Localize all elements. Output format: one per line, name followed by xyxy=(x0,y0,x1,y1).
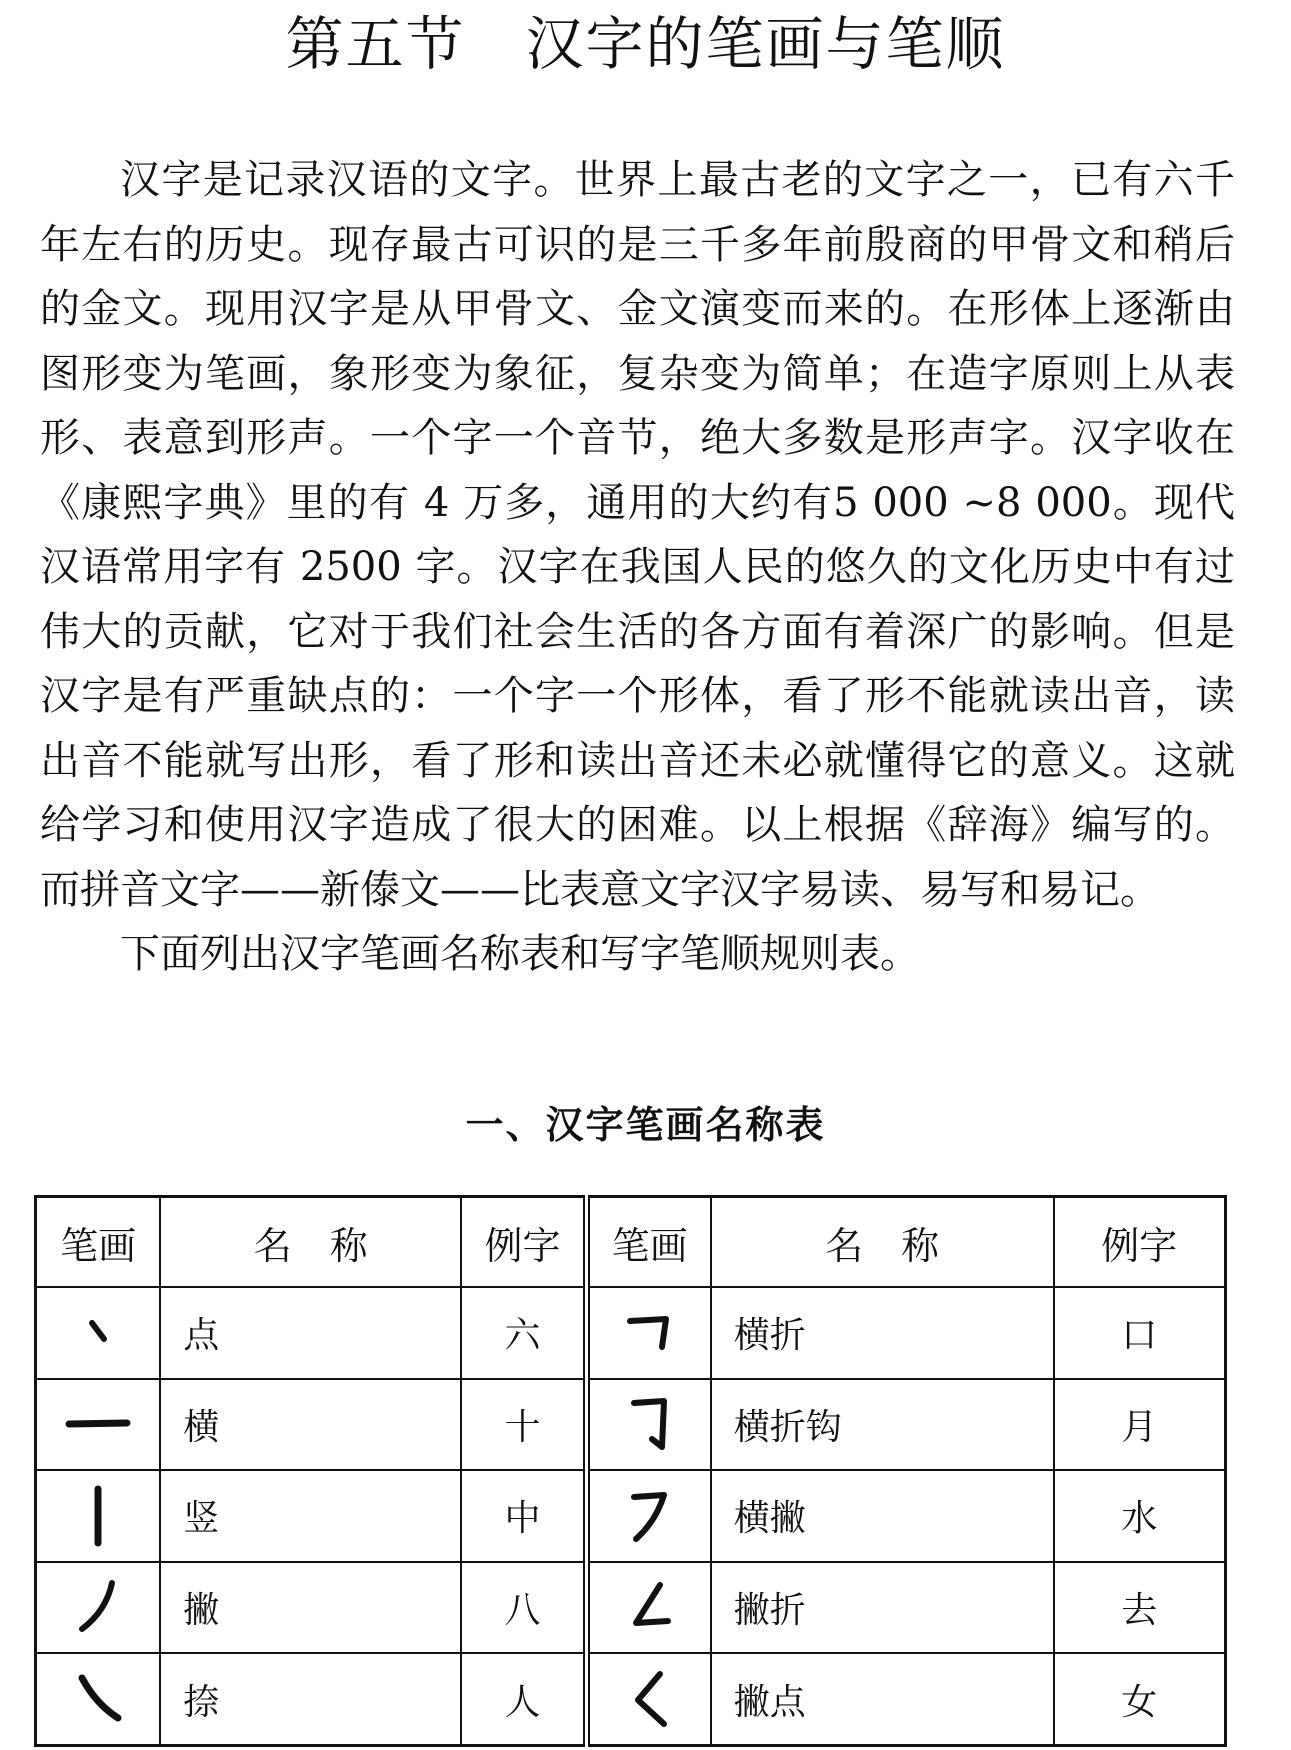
stroke-name-piedian: 撇点 xyxy=(711,1653,1054,1745)
stroke-name-dian: 点 xyxy=(160,1287,461,1379)
table-row xyxy=(36,1287,1226,1379)
header-stroke-left: 笔画 xyxy=(36,1197,161,1288)
stroke-hengpie-glyph xyxy=(586,1470,711,1562)
stroke-name-piezhe: 撇折 xyxy=(711,1562,1054,1654)
table-row xyxy=(36,1653,1226,1745)
stroke-name-hengzhegou: 横折钩 xyxy=(711,1379,1054,1471)
example-char: 中 xyxy=(461,1470,586,1562)
example-char: 八 xyxy=(461,1562,586,1654)
header-name-left: 名 称 xyxy=(160,1197,461,1288)
section-heading: 一、汉字笔画名称表 xyxy=(465,1103,826,1147)
example-char: 水 xyxy=(1054,1470,1226,1562)
page-title: 第五节 汉字的笔画与笔顺 xyxy=(285,10,1006,78)
paragraph-intro: 汉字是记录汉语的文字。世界上最古老的文字之一，已有六千年左右的历史。现存最古可识的是三千多年前殷商的甲骨文和稍后的金文。现用汉字是从甲骨文、金文演变而来的。在形体上逐渐由图形变为笔画，象形变为象征，复杂变为简单；在造字原则上从表形、表意到形声。一个字一个音节，绝大多数是形声字。汉字收在《康熙字典》里的有 4 万多，通用的大约有5 000 ~8 000。现代汉语常用字有 2500 字。汉字在我国人民的悠久的文化历史中有过伟大的贡献，它对于我们社会生活的各方面有着深广的影响。但是汉字是有严重缺点的：一个字一个形体，看了形不能就读出音，读出音不能就写出形，看了形和读出音还未必就懂得它的意义。这就给学习和使用汉字造成了很大的困难。以上根据《辞海》编写的。而拼音文字——新傣文——比表意文字汉字易读、易写和易记。 xyxy=(40,157,1235,913)
stroke-dian-glyph xyxy=(36,1287,161,1379)
stroke-name-heng: 横 xyxy=(160,1379,461,1471)
header-example-left: 例字 xyxy=(461,1197,586,1288)
example-char: 六 xyxy=(461,1287,586,1379)
stroke-piedian-glyph xyxy=(586,1653,711,1745)
stroke-na-glyph xyxy=(36,1653,161,1745)
header-name-right: 名 称 xyxy=(711,1197,1054,1288)
stroke-heng-glyph xyxy=(36,1379,161,1471)
stroke-name-pie: 撇 xyxy=(160,1562,461,1654)
table-row xyxy=(36,1470,1226,1562)
example-char: 去 xyxy=(1054,1562,1226,1654)
example-char: 人 xyxy=(461,1653,586,1745)
example-char: 口 xyxy=(1054,1287,1226,1379)
stroke-name-hengpie: 横撇 xyxy=(711,1470,1054,1562)
example-char: 月 xyxy=(1054,1379,1226,1471)
stroke-piezhe-glyph xyxy=(586,1562,711,1654)
header-stroke-right: 笔画 xyxy=(586,1197,711,1288)
stroke-hengzhegou-glyph xyxy=(586,1379,711,1471)
table-row xyxy=(36,1562,1226,1654)
stroke-name-shu: 竖 xyxy=(160,1470,461,1562)
table-row xyxy=(36,1379,1226,1471)
body-text xyxy=(40,148,1235,987)
example-char: 十 xyxy=(461,1379,586,1471)
paragraph-table-note: 下面列出汉字笔画名称表和写字笔顺规则表。 xyxy=(120,931,920,977)
stroke-name-table xyxy=(34,1195,1227,1747)
stroke-name-hengzhe: 横折 xyxy=(711,1287,1054,1379)
stroke-name-na: 捺 xyxy=(160,1653,461,1745)
example-char: 女 xyxy=(1054,1653,1226,1745)
stroke-hengzhe-glyph xyxy=(586,1287,711,1379)
stroke-shu-glyph xyxy=(36,1470,161,1562)
stroke-pie-glyph xyxy=(36,1562,161,1654)
header-example-right: 例字 xyxy=(1054,1197,1226,1288)
table-header-row xyxy=(36,1197,1226,1288)
